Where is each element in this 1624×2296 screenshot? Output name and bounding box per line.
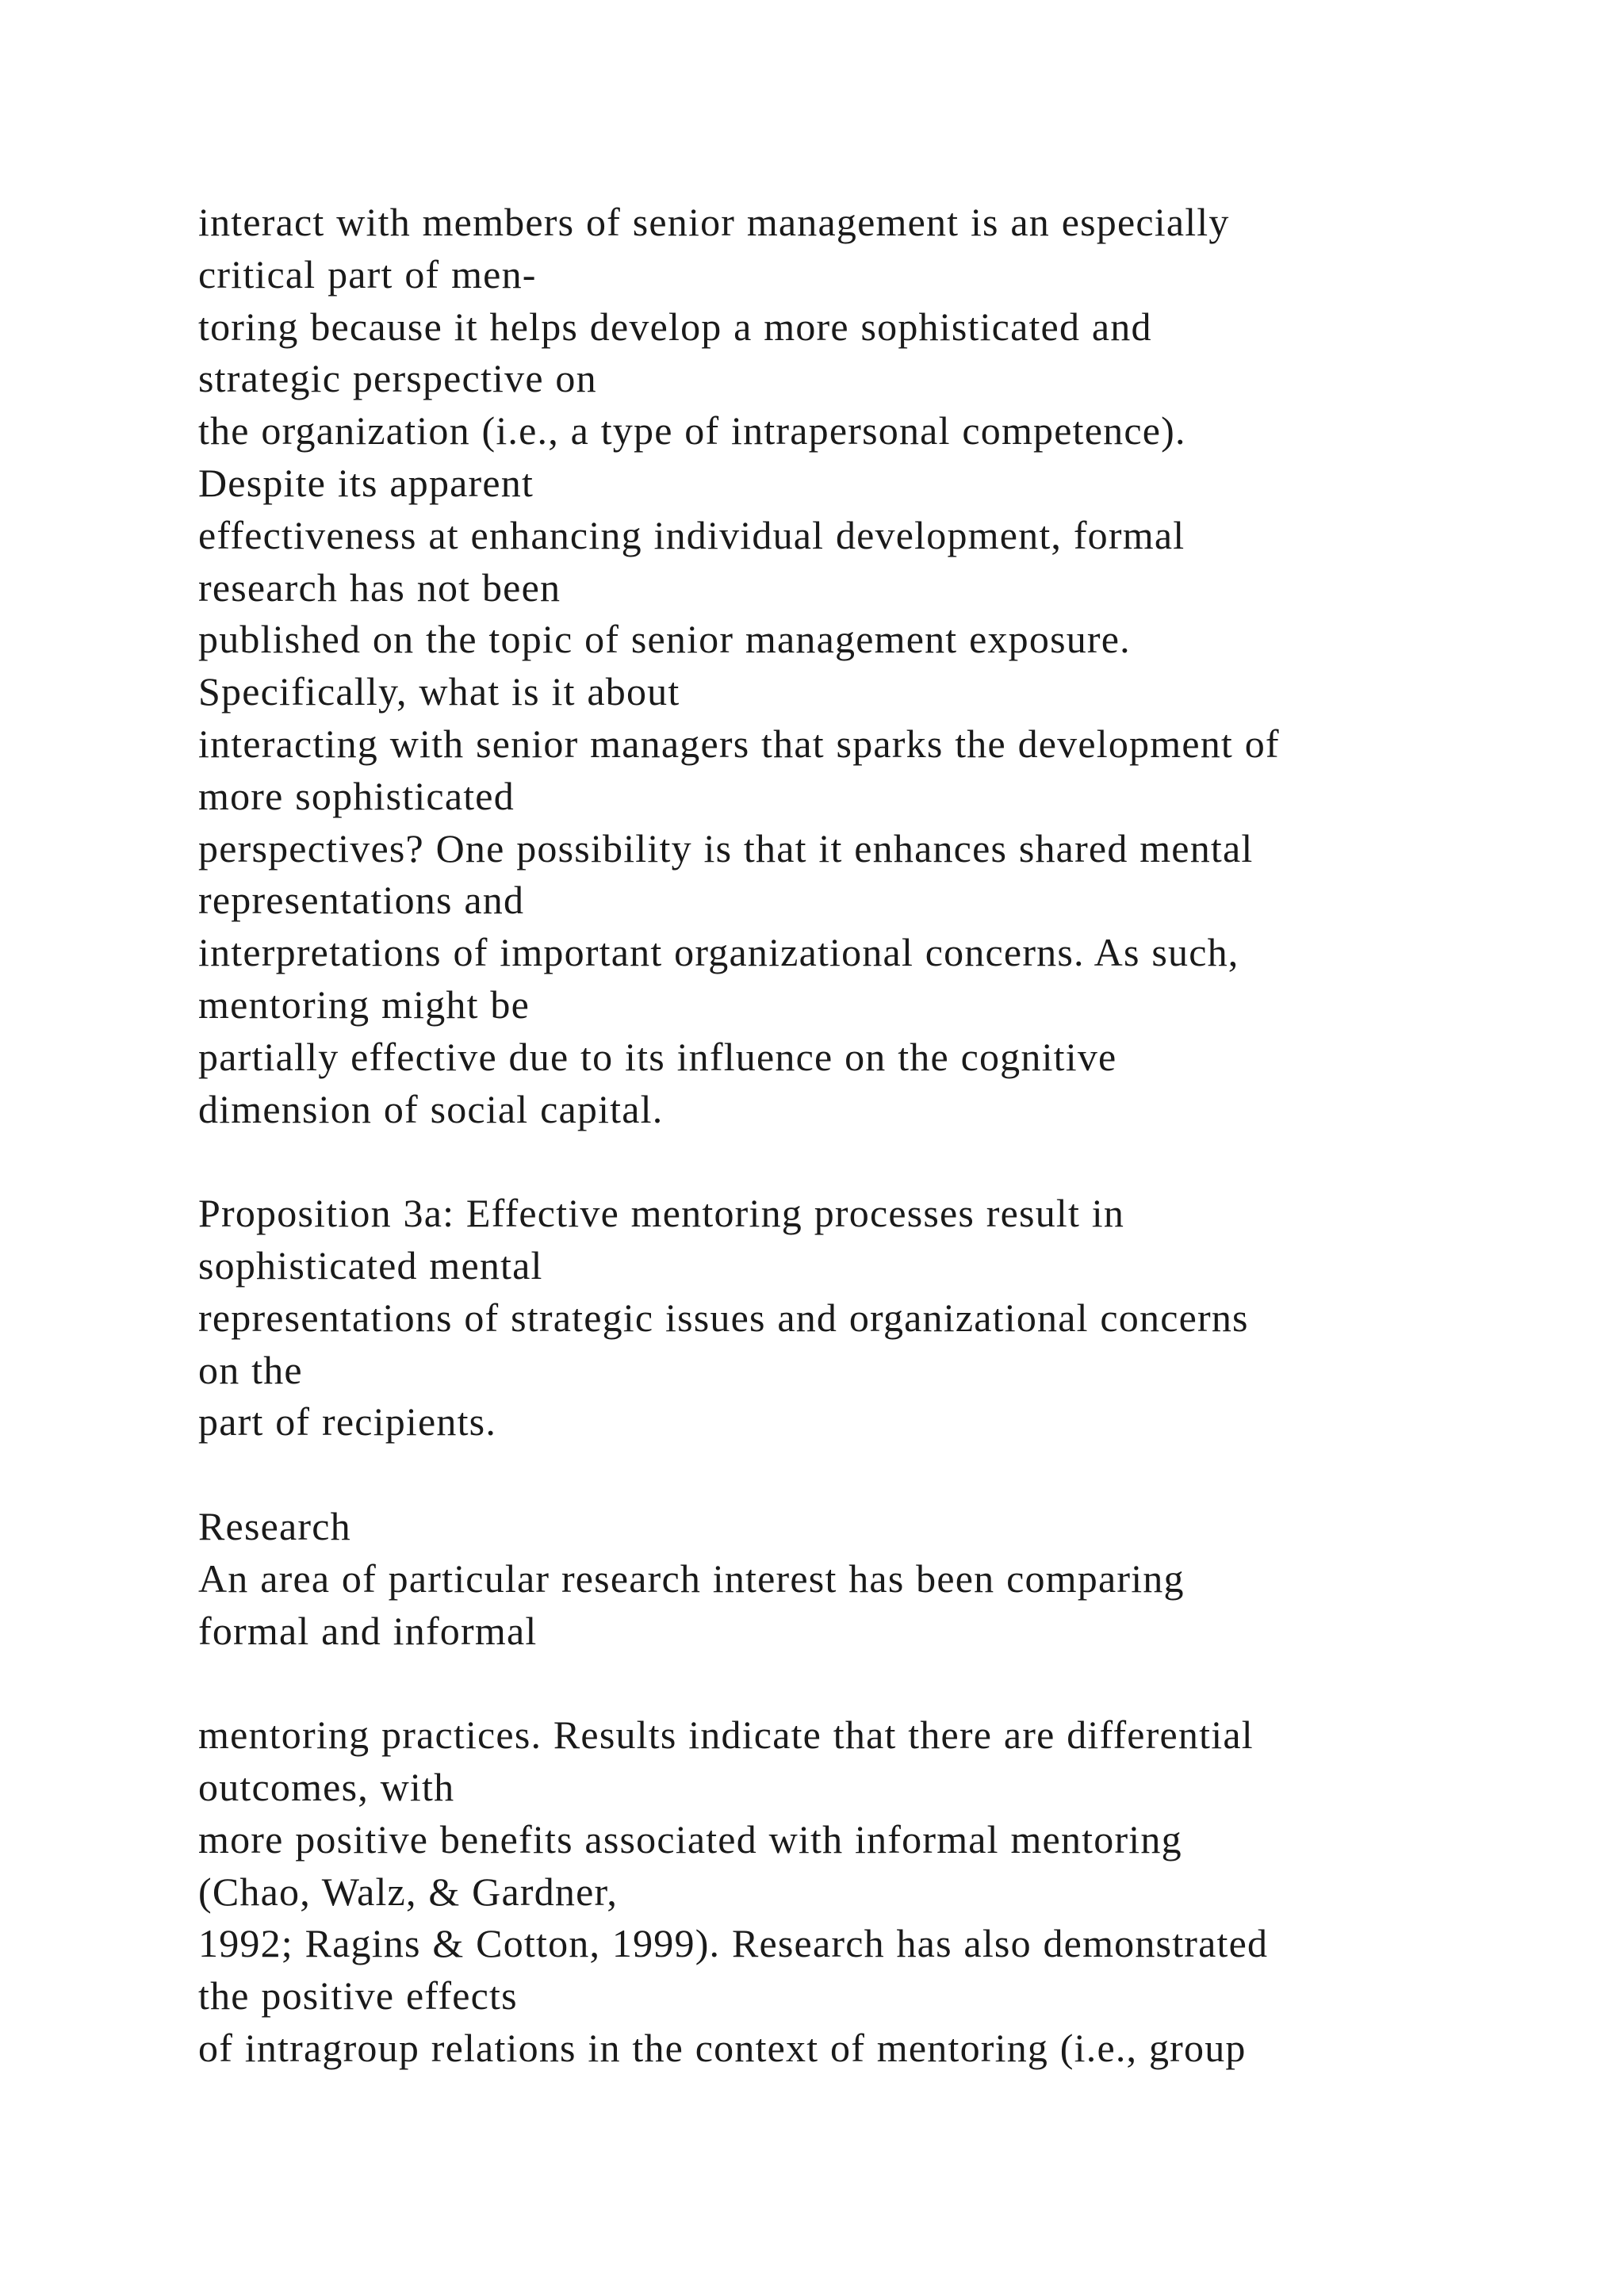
text-line: critical part of men- xyxy=(198,251,537,297)
text-line: representations and xyxy=(198,878,525,923)
text-line: (Chao, Walz, & Gardner, xyxy=(198,1869,619,1914)
document-body xyxy=(198,197,1546,2075)
text-line: outcomes, with xyxy=(198,1764,455,1809)
text-line: research has not been xyxy=(198,564,561,610)
text-line: part of recipients. xyxy=(198,1399,497,1445)
proposition-line: Proposition 3a: Effective mentoring processes result in xyxy=(198,1191,1125,1236)
paragraph-gap xyxy=(198,1448,1546,1501)
text-line: interpretations of important organizational concerns. As such, xyxy=(198,930,1239,975)
text-line: interacting with senior managers that sparks the development of xyxy=(198,721,1280,766)
paragraph-gap xyxy=(198,1657,1546,1709)
text-line: more sophisticated xyxy=(198,773,515,818)
text-line: effectiveness at enhancing individual development, formal xyxy=(198,512,1185,557)
text-line: toring because it helps develop a more sophisticated and xyxy=(198,304,1152,349)
text-line: Specifically, what is it about xyxy=(198,669,680,714)
text-line: representations of strategic issues and organizational concerns xyxy=(198,1295,1249,1340)
text-line: more positive benefits associated with informal mentoring xyxy=(198,1816,1182,1862)
text-line: published on the topic of senior management exposure. xyxy=(198,617,1131,662)
text-line: mentoring might be xyxy=(198,982,530,1027)
paragraph-gap xyxy=(198,1135,1546,1188)
text-line: An area of particular research interest has been comparing xyxy=(198,1556,1185,1601)
text-line: on the xyxy=(198,1347,303,1392)
text-line: strategic perspective on xyxy=(198,356,597,401)
text-line: formal and informal xyxy=(198,1608,538,1653)
text-line: the organization (i.e., a type of intrapersonal competence). xyxy=(198,408,1186,453)
text-line: Despite its apparent xyxy=(198,460,534,505)
text-line: the positive effects xyxy=(198,1973,518,2019)
text-line: perspectives? One possibility is that it enhances shared mental xyxy=(198,825,1254,871)
text-line: interact with members of senior management is an especially xyxy=(198,200,1230,244)
text-line: partially effective due to its influence on the cognitive xyxy=(198,1034,1117,1079)
text-line: 1992; Ragins & Cotton, 1999). Research has also demonstrated xyxy=(198,1921,1269,1966)
text-line: of intragroup relations in the context of mentoring (i.e., group xyxy=(198,2025,1247,2070)
text-line: sophisticated mental xyxy=(198,1242,543,1288)
text-line: dimension of social capital. xyxy=(198,1086,664,1131)
section-heading: Research xyxy=(198,1503,351,1548)
text-line: mentoring practices. Results indicate that there are differential xyxy=(198,1712,1254,1758)
